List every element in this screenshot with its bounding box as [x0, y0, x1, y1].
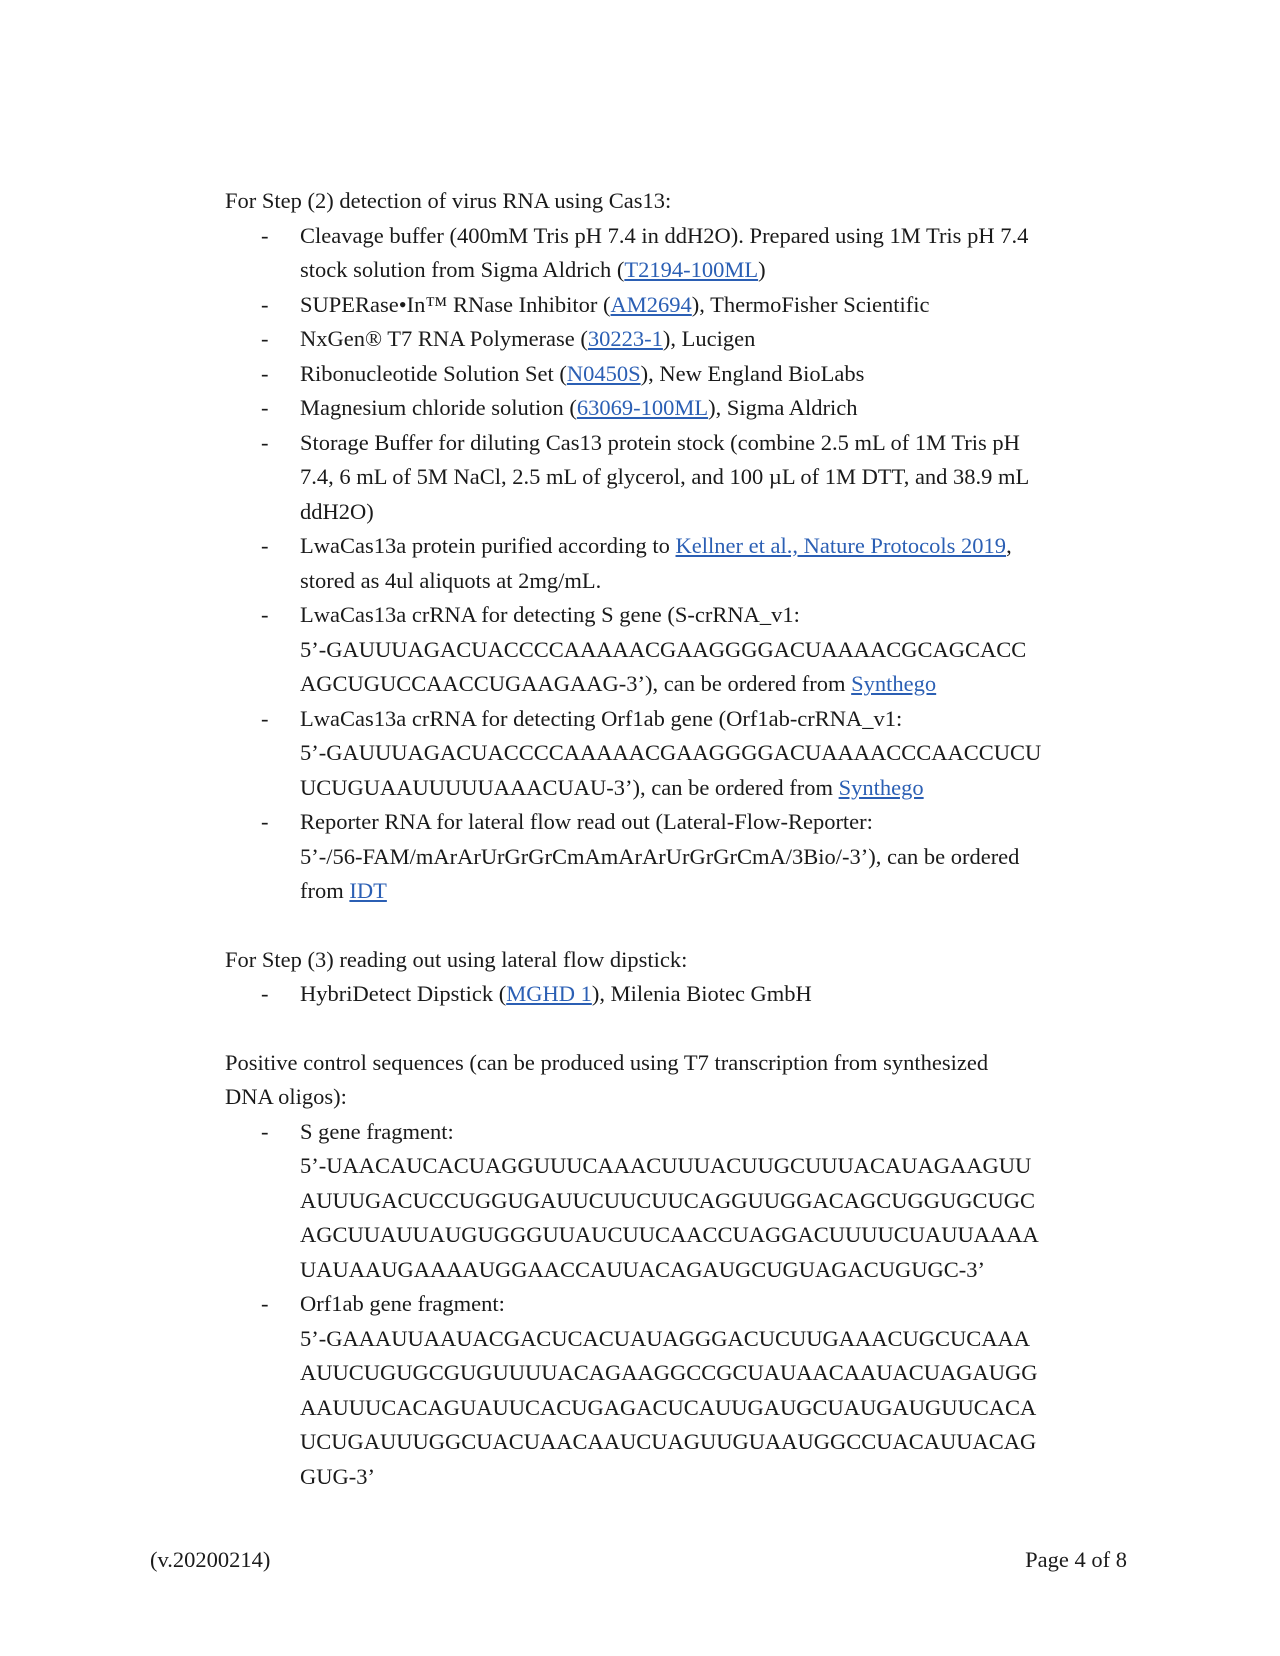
item-line	[300, 1425, 1125, 1460]
item-text: S gene fragment:	[300, 1118, 454, 1144]
item-line	[300, 1253, 1125, 1288]
reference-link[interactable]: 63069-100ML	[576, 395, 709, 420]
item-line	[300, 391, 1125, 426]
reference-link[interactable]: Synthego	[838, 774, 924, 800]
item-line	[300, 1218, 1125, 1253]
item-text: Reporter RNA for lateral flow read out (Lateral-Flow-Reporter:	[300, 809, 873, 834]
item-text: ,	[1006, 533, 1012, 558]
controls-heading-line: Positive control sequences (can be produced using T7 transcription from synthesized	[225, 1049, 989, 1075]
list-item	[225, 598, 1125, 702]
item-line	[300, 1322, 1125, 1357]
controls-list	[225, 1115, 1125, 1495]
item-text: ), New England BioLabs	[640, 360, 865, 386]
item-line	[300, 771, 1125, 806]
item-text: Storage Buffer for diluting Cas13 protein stock (combine 2.5 mL of 1M Tris pH	[300, 429, 1020, 455]
item-text: stored as 4ul aliquots at 2mg/mL.	[300, 567, 602, 593]
item-text: ), ThermoFisher Scientific	[691, 291, 930, 317]
dash-bullet: -	[261, 395, 269, 420]
item-line	[300, 874, 1125, 909]
item-line	[300, 322, 1125, 357]
item-line	[300, 598, 1125, 633]
page-number: Page 4 of 8	[1025, 1547, 1127, 1572]
item-line	[300, 1356, 1125, 1391]
item-line	[300, 1391, 1125, 1426]
item-text: 5’-/56-FAM/mArArUrGrGrCmAmArArUrGrGrCmA/3Bio/-3’), can be ordered	[300, 843, 1020, 869]
list-item	[225, 357, 1125, 392]
item-line	[300, 460, 1125, 495]
page-content	[225, 184, 1125, 1494]
item-text: AGCUUAUUAUGUGGGUUAUCUUCAACCUAGGACUUUUCUAUUAAAA	[300, 1222, 1039, 1247]
step3-heading: For Step (3) reading out using lateral flow dipstick:	[225, 946, 688, 972]
item-line	[300, 840, 1125, 875]
list-item	[225, 288, 1125, 323]
dash-bullet: -	[261, 222, 269, 248]
item-text: stock solution from Sigma Aldrich (	[300, 257, 625, 282]
list-item	[225, 1115, 1125, 1288]
item-line	[300, 667, 1125, 702]
list-item	[225, 219, 1125, 288]
reference-link[interactable]: AM2694	[610, 291, 692, 317]
item-line	[300, 529, 1125, 564]
item-line	[300, 564, 1125, 599]
spacer	[225, 1012, 1125, 1046]
item-text: ddH2O)	[300, 498, 374, 524]
dash-bullet: -	[261, 602, 269, 627]
dash-bullet: -	[261, 1291, 269, 1316]
item-text: AUUUGACUCCUGGUGAUUCUUCUUCAGGUUGGACAGCUGGUGCUGC	[300, 1187, 1036, 1213]
reference-link[interactable]: Synthego	[851, 671, 937, 696]
item-text: UAUAAUGAAAAUGGAACCAUUACAGAUGCUGUAGACUGUGC-3’	[300, 1256, 985, 1282]
item-line	[300, 288, 1125, 323]
item-text: HybriDetect Dipstick (	[300, 981, 507, 1006]
item-line	[300, 736, 1125, 771]
item-text: Magnesium chloride solution (	[300, 395, 577, 420]
dash-bullet: -	[261, 360, 269, 386]
dash-bullet: -	[261, 809, 269, 834]
item-text: ), Milenia Biotec GmbH	[591, 981, 812, 1006]
item-text: ), Sigma Aldrich	[708, 395, 858, 420]
dash-bullet: -	[261, 1118, 269, 1144]
list-item	[225, 805, 1125, 909]
item-line	[300, 1115, 1125, 1150]
step2-heading: For Step (2) detection of virus RNA using Cas13:	[225, 188, 672, 213]
item-text: LwaCas13a crRNA for detecting Orf1ab gene (Orf1ab-crRNA_v1:	[300, 705, 903, 731]
item-text: from	[300, 878, 350, 903]
item-text: Cleavage buffer (400mM Tris pH 7.4 in ddH2O). Prepared using 1M Tris pH 7.4	[300, 222, 1029, 248]
item-line	[300, 633, 1125, 668]
version-label: (v.20200214)	[150, 1547, 271, 1572]
item-line	[300, 426, 1125, 461]
step2-list	[225, 219, 1125, 909]
reference-link[interactable]: T2194-100ML	[624, 257, 759, 282]
item-text: 7.4, 6 mL of 5M NaCl, 2.5 mL of glycerol, and 100 µL of 1M DTT, and 38.9 mL	[300, 464, 1030, 489]
item-text: UCUGUAAUUUUUAAACUAU-3’), can be ordered from	[300, 774, 839, 800]
dash-bullet: -	[261, 705, 269, 731]
controls-heading-line: DNA oligos):	[225, 1084, 347, 1109]
item-line	[300, 1149, 1125, 1184]
item-text: Ribonucleotide Solution Set (	[300, 360, 567, 386]
item-text: LwaCas13a protein purified according to	[300, 533, 676, 558]
item-text: LwaCas13a crRNA for detecting S gene (S-crRNA_v1:	[300, 602, 800, 627]
item-line	[300, 805, 1125, 840]
item-line	[300, 1184, 1125, 1219]
item-text: ), Lucigen	[662, 326, 756, 351]
item-line	[300, 253, 1125, 288]
reference-link[interactable]: 30223-1	[587, 326, 663, 351]
dash-bullet: -	[261, 291, 269, 317]
item-text: NxGen® T7 RNA Polymerase (	[300, 326, 588, 351]
reference-link[interactable]: Kellner et al., Nature Protocols 2019	[675, 533, 1007, 558]
item-line	[300, 495, 1125, 530]
list-item	[225, 529, 1125, 598]
controls-heading	[225, 1046, 1125, 1115]
spacer	[225, 909, 1125, 943]
item-line	[300, 702, 1125, 737]
list-item	[225, 977, 1125, 1012]
dash-bullet: -	[261, 533, 269, 558]
item-text: AAUUUCACAGUAUUCACUGAGACUCAUUGAUGCUAUGAUGUUCACA	[300, 1394, 1037, 1420]
item-text: 5’-GAUUUAGACUACCCCAAAAACGAAGGGGACUAAAACCCAACCUCU	[300, 740, 1042, 765]
item-text: GUG-3’	[300, 1463, 375, 1489]
list-item	[225, 702, 1125, 806]
list-item	[225, 426, 1125, 530]
reference-link[interactable]: IDT	[349, 878, 387, 903]
item-line	[300, 977, 1125, 1012]
item-text: )	[758, 257, 766, 282]
item-line	[300, 357, 1125, 392]
item-text: 5’-GAAAUUAAUACGACUCACUAUAGGGACUCUUGAAACUGCUCAAA	[300, 1325, 1031, 1351]
item-text: UCUGAUUUGGCUACUAACAAUCUAGUUGUAAUGGCCUACAUUACAG	[300, 1429, 1037, 1454]
step3-list	[225, 977, 1125, 1012]
list-item	[225, 1287, 1125, 1494]
item-text: AGCUGUCCAACCUGAAGAAG-3’), can be ordered from	[300, 671, 852, 696]
item-text: 5’-GAUUUAGACUACCCCAAAAACGAAGGGGACUAAAACGCAGCACC	[300, 636, 1027, 662]
item-text: AUUCUGUGCGUGUUUUACAGAAGGCCGCUAUAACAAUACUAGAUGG	[300, 1360, 1038, 1385]
item-line	[300, 1460, 1125, 1495]
item-text: Orf1ab gene fragment:	[300, 1291, 505, 1316]
list-item	[225, 391, 1125, 426]
reference-link[interactable]: N0450S	[566, 360, 641, 386]
item-text: 5’-UAACAUCACUAGGUUUCAAACUUUACUUGCUUUACAUAGAAGUU	[300, 1153, 1032, 1178]
dash-bullet: -	[261, 981, 269, 1006]
item-line	[300, 219, 1125, 254]
item-text: SUPERase•In™ RNase Inhibitor (	[300, 291, 611, 317]
reference-link[interactable]: MGHD 1	[506, 981, 592, 1006]
dash-bullet: -	[261, 326, 269, 351]
dash-bullet: -	[261, 429, 269, 455]
item-line	[300, 1287, 1125, 1322]
list-item	[225, 322, 1125, 357]
